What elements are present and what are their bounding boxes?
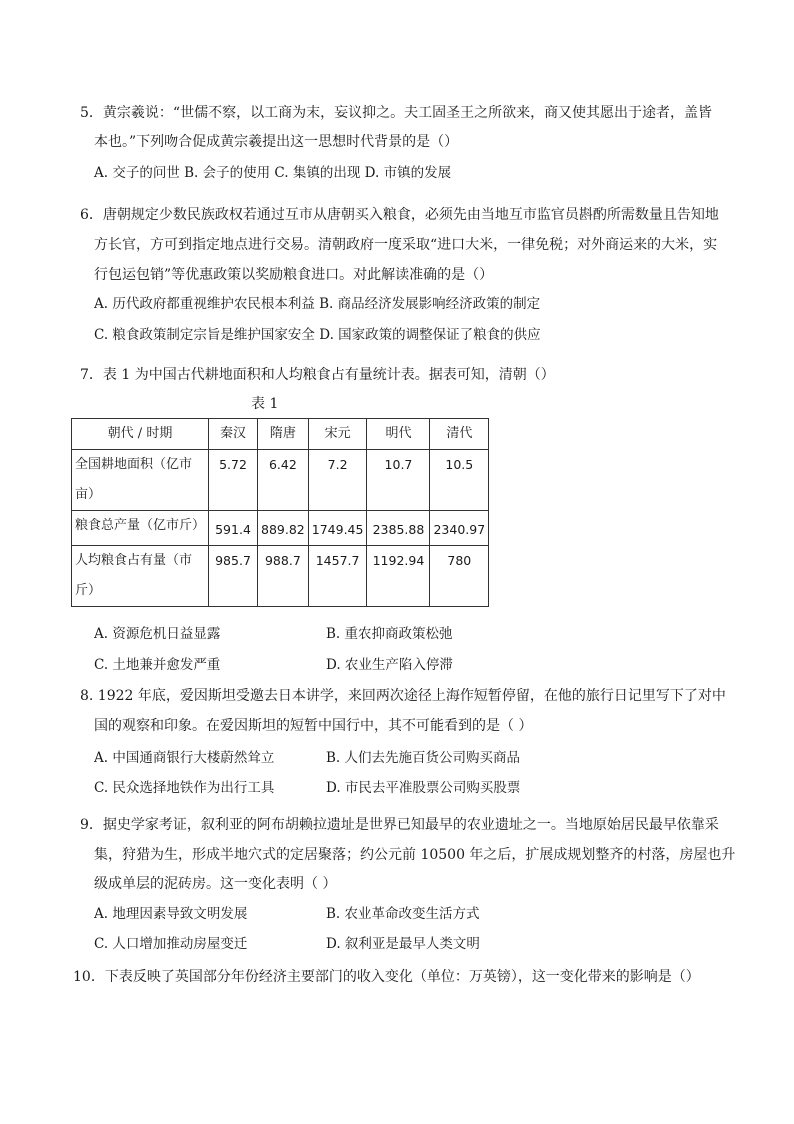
q5-options: A. 交子的问世 B. 会子的使用 C. 集镇的出现 D. 市镇的发展 [94, 165, 452, 181]
table-row [72, 546, 489, 607]
table-header-cell: 隋唐 [258, 419, 309, 450]
q8-option-d: D. 市民去平准股票公司购买股票 [326, 780, 521, 796]
table-header-cell: 宋元 [308, 419, 367, 450]
table-row-label [72, 546, 209, 607]
table-row-label [72, 450, 209, 511]
table-row [72, 511, 489, 546]
q6-options-ab: A. 历代政府都重视维护农民根本利益 B. 商品经济发展影响经济政策的制定 [94, 296, 541, 312]
table-row-label [72, 511, 209, 546]
table-cell: 1192.94 [367, 546, 430, 607]
table-cell: 2340.97 [430, 511, 489, 546]
q8-option-b: B. 人们去先施百货公司购买商品 [326, 750, 521, 766]
table-cell: 1457.7 [308, 546, 367, 607]
q8-option-c: C. 民众选择地铁作为出行工具 [94, 780, 275, 796]
q10-line-1: 10．下表反映了英国部分年份经济主要部门的收入变化（单位：万英镑），这一变化带来的影响是（） [73, 969, 700, 985]
q5-line-2: 本也。”下列吻合促成黄宗羲提出这一思想时代背景的是（） [94, 134, 459, 150]
table-cell: 985.7 [209, 546, 258, 607]
q7-option-a: A. 资源危机日益显露 [94, 626, 221, 642]
row-label-part: 粮食总产量（亿市斤） [75, 518, 206, 533]
table-header-cell: 明代 [367, 419, 430, 450]
q8-line-2: 国的观察和印象。在爱因斯坦的短暂中国行中，其不可能看到的是（ ） [94, 718, 533, 734]
table-caption: 表 1 [251, 396, 279, 412]
table-cell: 988.7 [258, 546, 309, 607]
q9-line-2: 集，狩猎为生，形成半地穴式的定居聚落；约公元前 10500 年之后，扩展成规划整齐的村落，房屋也升 [94, 847, 736, 863]
grain-table [71, 418, 489, 607]
table-cell: 6.42 [258, 450, 309, 511]
table-header-cell: 朝代 / 时期 [72, 419, 209, 450]
q9-line-1: 9．据史学家考证，叙利亚的阿布胡赖拉遗址是世界已知最早的农业遗址之一。当地原始居民最早依靠采 [80, 817, 719, 833]
q6-line-2: 方长官，方可到指定地点进行交易。清朝政府一度采取“进口大米，一律免税；对外商运来的大米，实 [94, 237, 718, 253]
table-header-cell: 秦汉 [209, 419, 258, 450]
q7-option-b: B. 重农抑商政策松弛 [326, 626, 453, 642]
q6-options-cd: C. 粮食政策制定宗旨是维护国家安全 D. 国家政策的调整保证了粮食的供应 [94, 327, 541, 343]
row-label-part: 斤） [75, 583, 102, 598]
q5-line-1: 5．黄宗羲说：“世儒不察，以工商为末，妄议抑之。夫工固圣王之所欲来，商又使其愿出于途者，盖皆 [80, 105, 713, 121]
row-label-part: 人均粮食占有量（市 [75, 553, 193, 568]
table-cell: 7.2 [308, 450, 367, 511]
q7-line-1: 7．表 1 为中国古代耕地面积和人均粮食占有量统计表。据表可知，清朝（） [80, 367, 555, 383]
table-cell: 10.7 [367, 450, 430, 511]
table-cell: 5.72 [209, 450, 258, 511]
table-header-cell: 清代 [430, 419, 489, 450]
table-cell: 2385.88 [367, 511, 430, 546]
table-cell: 780 [430, 546, 489, 607]
table-row [72, 450, 489, 511]
q9-line-3: 级成单层的泥砖房。这一变化表明（ ） [94, 876, 337, 892]
table-cell: 591.4 [209, 511, 258, 546]
q9-option-c: C. 人口增加推动房屋变迁 [94, 936, 248, 952]
row-label-part: 全国耕地面积（亿市 [75, 457, 193, 472]
table-cell: 10.5 [430, 450, 489, 511]
q6-line-1: 6．唐朝规定少数民族政权若通过互市从唐朝买入粮食，必须先由当地互市监官员斟酌所需数量且告知地 [80, 207, 719, 223]
q9-option-b: B. 农业革命改变生活方式 [326, 906, 480, 922]
q8-option-a: A. 中国通商银行大楼蔚然耸立 [94, 750, 275, 766]
q8-line-1: 8. 1922 年底，爱因斯坦受邀去日本讲学，来回两次途径上海作短暂停留，在他的旅行日记里写下了对中 [80, 688, 726, 704]
q9-option-d: D. 叙利亚是最早人类文明 [326, 936, 480, 952]
q6-line-3: 行包运包销”等优惠政策以奖励粮食进口。对此解读准确的是（） [94, 267, 494, 283]
q7-option-d: D. 农业生产陷入停滞 [326, 657, 453, 673]
q7-option-c: C. 土地兼并愈发严重 [94, 657, 221, 673]
q9-option-a: A. 地理因素导致文明发展 [94, 906, 248, 922]
row-label-part: 亩） [75, 487, 102, 502]
table-header-row [72, 419, 489, 450]
table-cell: 1749.45 [308, 511, 367, 546]
table-cell: 889.82 [258, 511, 309, 546]
